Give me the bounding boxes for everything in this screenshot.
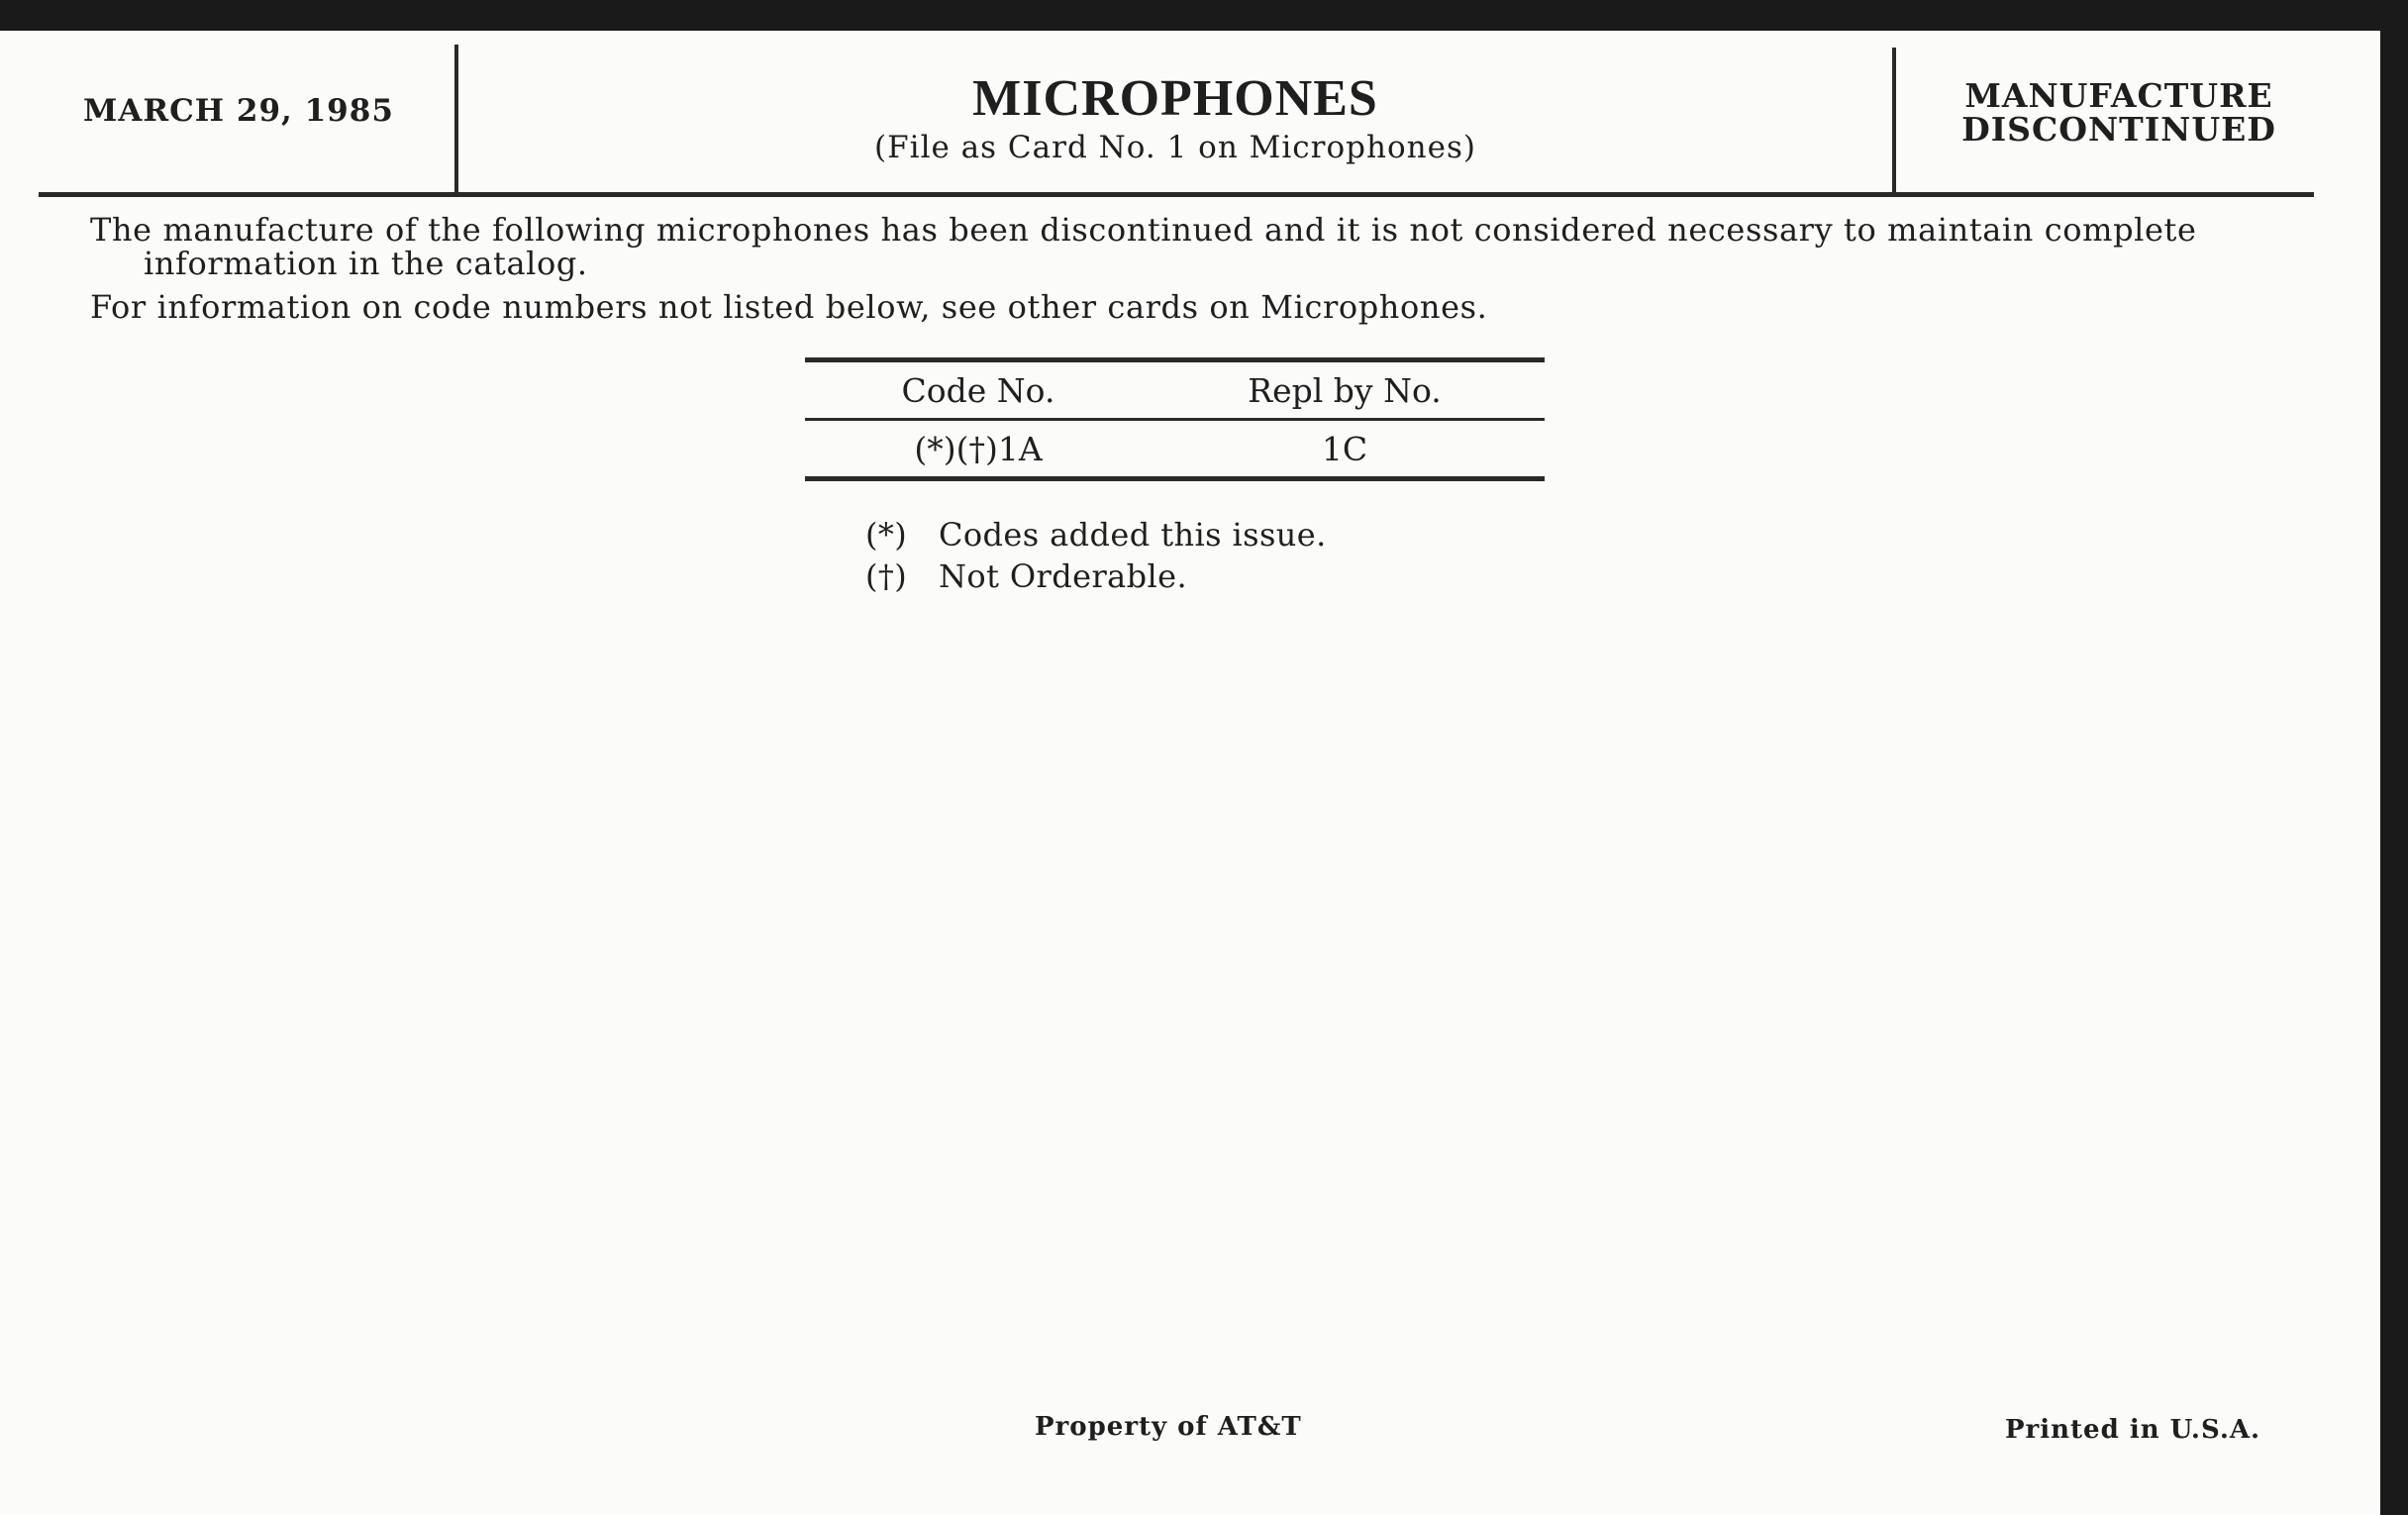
status-label bbox=[1931, 76, 2307, 149]
table-row bbox=[805, 421, 1545, 476]
header-divider-right bbox=[1892, 48, 1896, 195]
table-header-row bbox=[805, 362, 1545, 418]
footnote-mark: (*) bbox=[865, 516, 908, 554]
table-bottom-rule bbox=[805, 476, 1545, 481]
footnote-mark: (†) bbox=[865, 557, 908, 595]
title-block bbox=[458, 70, 1892, 167]
footnote-not-orderable bbox=[865, 556, 1327, 597]
card-date: MARCH 29, 1985 bbox=[83, 93, 394, 129]
intro-line-1: The manufacture of the following microphones has been discontinued and it is not considered necessary to maintain complete bbox=[90, 211, 2197, 249]
intro-paragraph bbox=[90, 213, 2268, 280]
footnote-added bbox=[865, 514, 1327, 556]
body-text bbox=[90, 213, 2268, 324]
column-header-replacement: Repl by No. bbox=[1248, 370, 1442, 410]
status-line-2: DISCONTINUED bbox=[1961, 110, 2276, 149]
footnote-text: Not Orderable. bbox=[939, 557, 1188, 595]
catalog-card bbox=[0, 31, 2380, 1515]
footnotes bbox=[865, 514, 1327, 597]
info-paragraph: For information on code numbers not listed below, see other cards on Microphones. bbox=[90, 288, 1488, 326]
footer-property: Property of AT&T bbox=[1035, 1412, 1302, 1442]
cell-code: (*)(†)1A bbox=[914, 429, 1043, 468]
intro-line-2: information in the catalog. bbox=[144, 245, 588, 282]
footnote-text: Codes added this issue. bbox=[939, 516, 1327, 554]
column-header-code: Code No. bbox=[901, 370, 1055, 410]
card-subtitle: (File as Card No. 1 on Microphones) bbox=[874, 130, 1476, 165]
footer-printed: Printed in U.S.A. bbox=[2005, 1415, 2261, 1445]
card-title: MICROPHONES bbox=[972, 70, 1378, 127]
status-line-1: MANUFACTURE bbox=[1964, 76, 2273, 115]
replacement-table bbox=[805, 357, 1545, 481]
cell-replacement: 1C bbox=[1321, 429, 1368, 468]
header-rule bbox=[39, 192, 2314, 197]
